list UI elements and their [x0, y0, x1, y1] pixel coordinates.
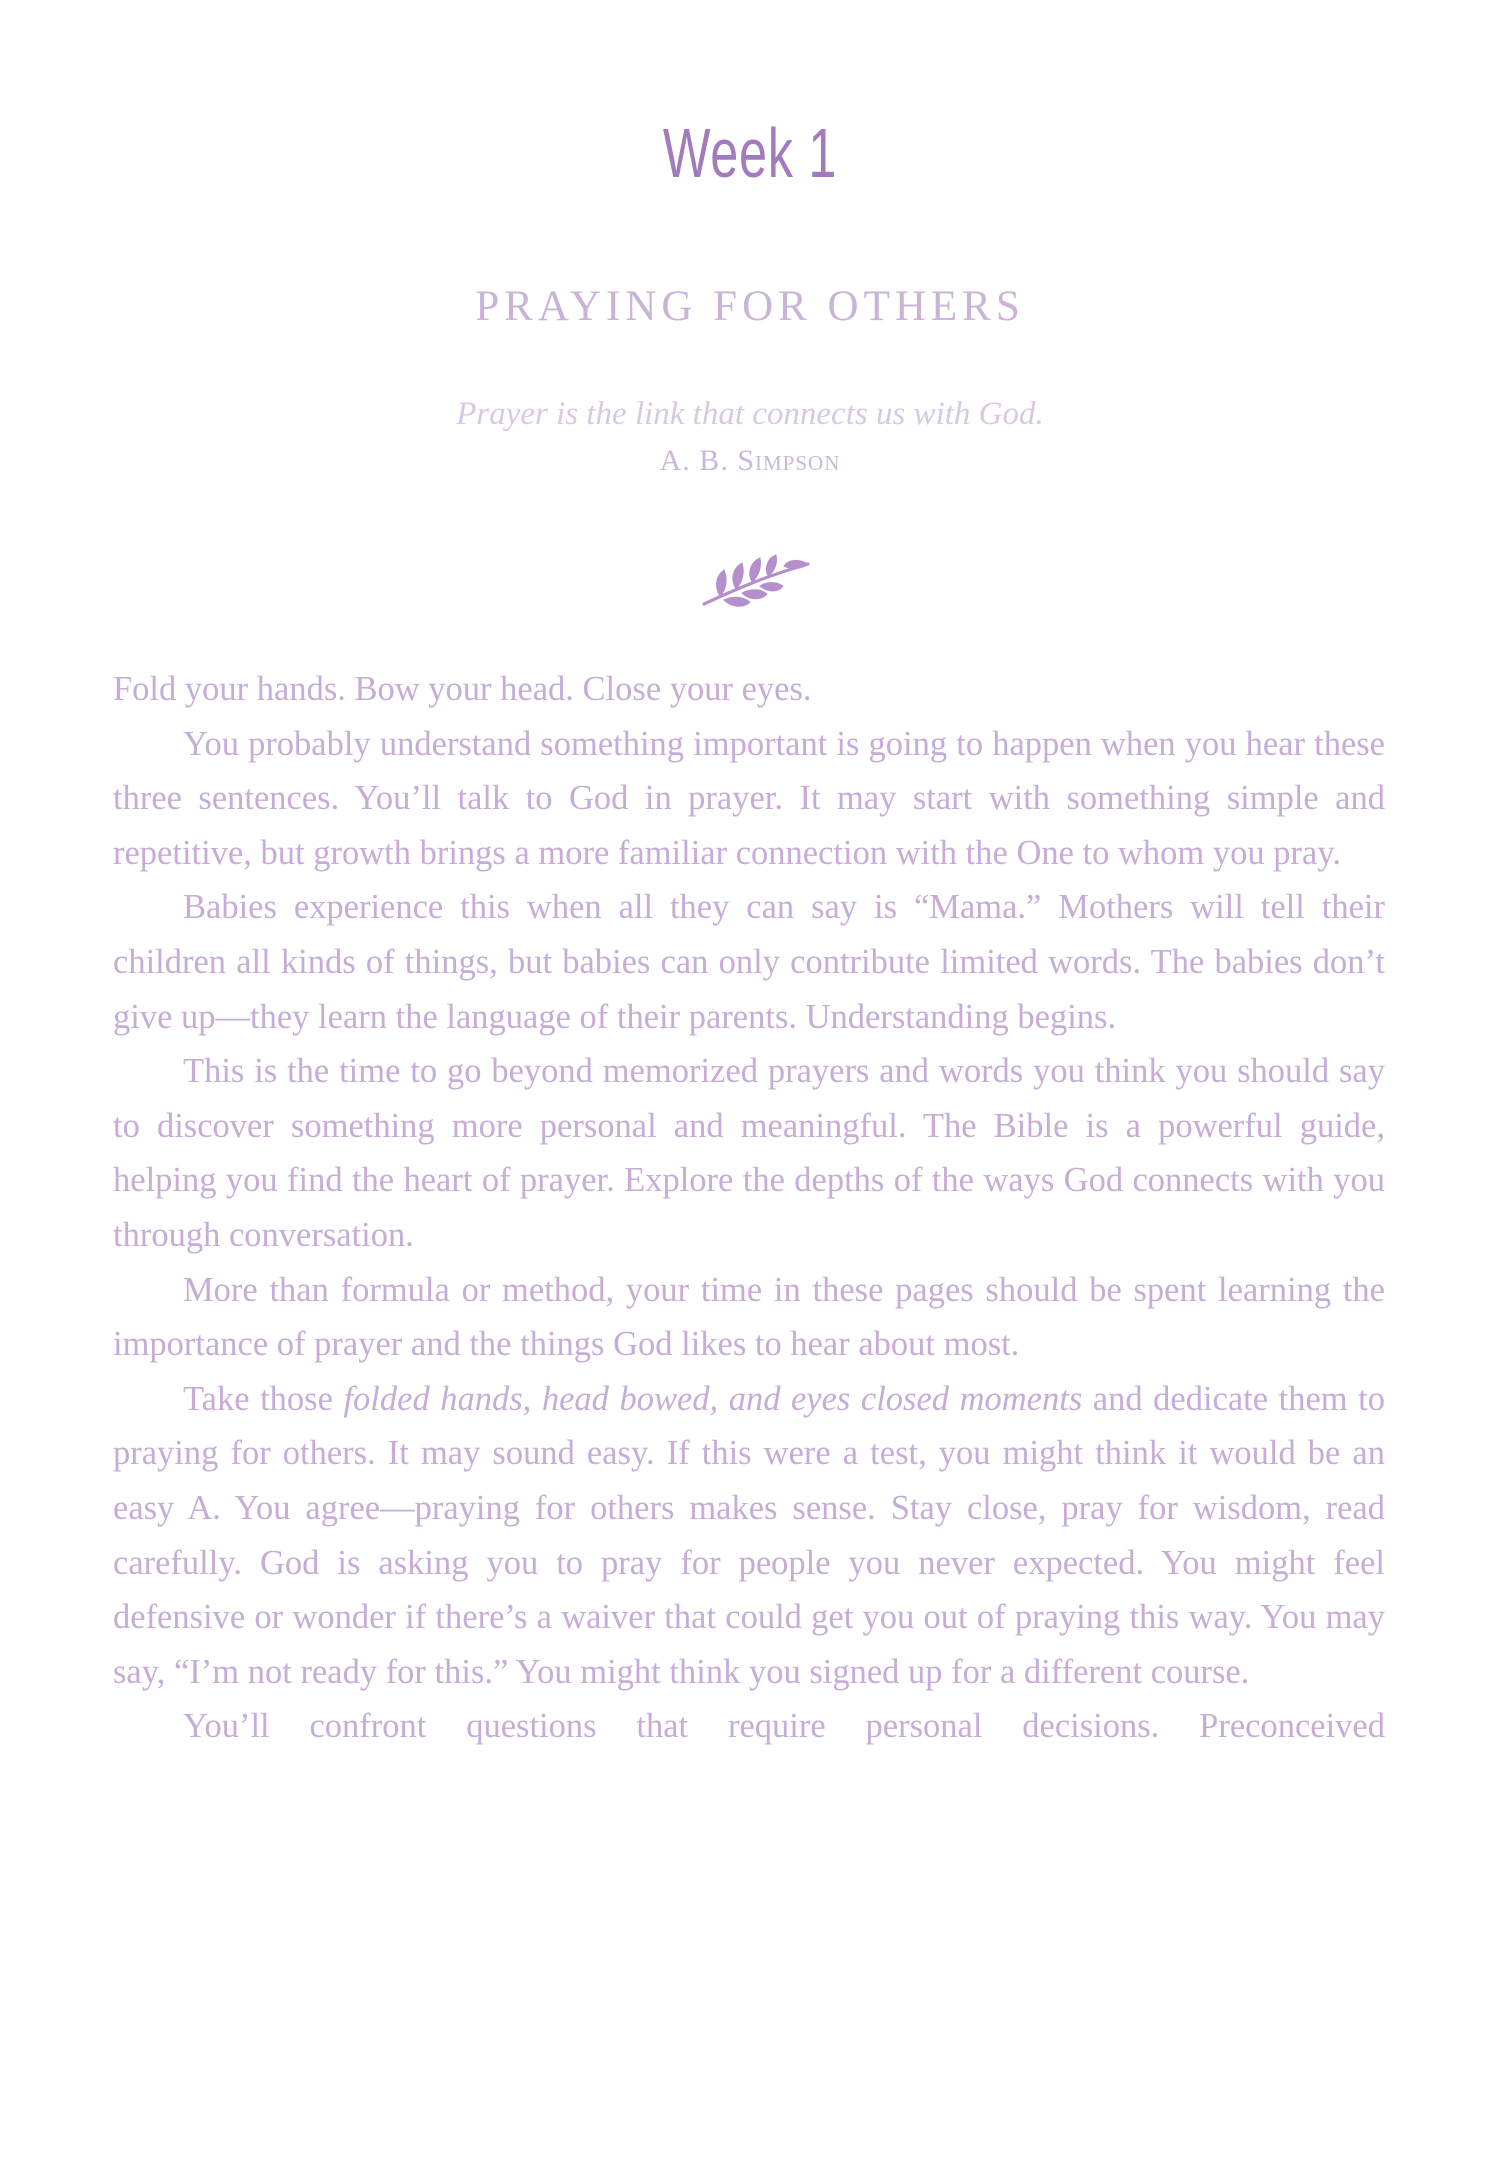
paragraph: [113, 1372, 1385, 1700]
paragraph: You probably understand something important is going to happen when you hear these three sentences. You’ll talk to God in prayer. It may start with something simple and repetitive, but growth brings a more familiar connection with the One to whom you pray.: [113, 724, 1385, 872]
epigraph-quote: Prayer is the link that connects us with God.: [456, 396, 1044, 432]
emphasized-phrase: folded hands, head bowed, and eyes closed moments: [343, 1379, 1083, 1418]
paragraph: This is the time to go beyond memorized prayers and words you think you should say to discover something more personal and meaningful. The Bible is a powerful guide, helping you find the heart of prayer. Explore the depths of the ways God connects with you through conversation.: [113, 1052, 1385, 1254]
paragraph: Babies experience this when all they can say is “Mama.” Mothers will tell their children all kinds of things, but babies can only contribute limited words. The babies don’t give up—they learn the language of their parents. Understanding begins.: [113, 888, 1385, 1036]
leaf-sprig-icon: [690, 552, 820, 614]
chapter-subtitle: PRAYING FOR OTHERS: [475, 283, 1025, 330]
epigraph-author: A. B. Simpson: [659, 444, 841, 477]
paragraph-text: and dedicate them to praying for others. It may sound easy. If this were a test, you might think it would be an easy A. You agree—praying for others makes sense. Stay close, pray for wisdom, read carefully. God is asking you to pray for people you never expected. You might feel defensive or wonder if there’s a waiver that could get you out of praying this way. You may say, “I’m not ready for this.” You might think you signed up for a different course.: [113, 1379, 1385, 1691]
paragraph: Fold your hands. Bow your head. Close your eyes.: [113, 670, 812, 708]
paragraph: More than formula or method, your time in these pages should be spent learning the importance of prayer and the things God likes to hear about most.: [113, 1270, 1385, 1364]
paragraph-text: Take those: [183, 1379, 344, 1418]
paragraph: You’ll confront questions that require personal decisions. Preconceived: [183, 1707, 1385, 1746]
chapter-title: Week 1: [662, 114, 838, 192]
body-text: [113, 662, 1385, 1754]
